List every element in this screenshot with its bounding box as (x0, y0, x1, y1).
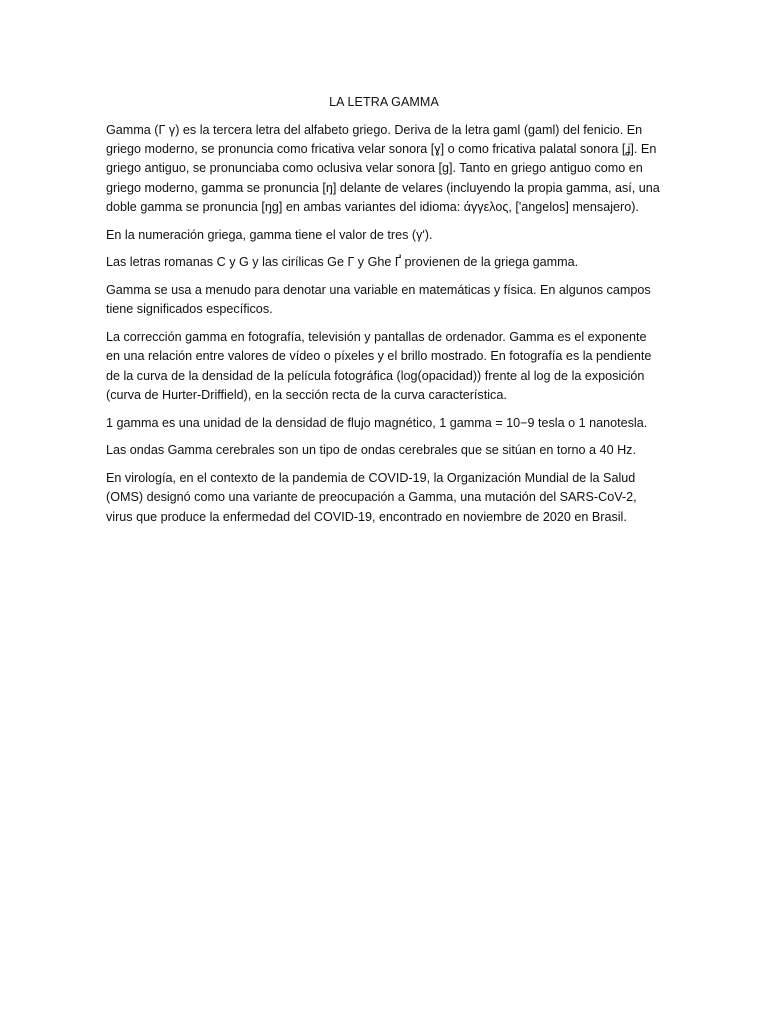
document-body (106, 121, 662, 535)
paragraph-gamma-intro: Gamma (Γ γ) es la tercera letra del alfabeto griego. Deriva de la letra gaml (gaml) del fenicio. En griego moderno, se pronuncia como fricativa velar sonora [ɣ] o como fricativa palatal sonora [ʝ]. En griego antiguo, se pronunciaba como oclusiva velar sonora [g]. Tanto en griego antiguo como en griego moderno, gamma se pronuncia [ŋ] delante de velares (incluyendo la propia gamma, así, una doble gamma se pronuncia [ŋg] en ambas variantes del idioma: άγγελος, ['angelos] mensajero). (106, 123, 660, 214)
paragraph-magnetic-unit: 1 gamma es una unidad de la densidad de flujo magnético, 1 gamma = 10−9 tesla o 1 nanotesla. (106, 415, 648, 430)
paragraph-variable-usage: Gamma se usa a menudo para denotar una variable en matemáticas y física. En algunos campos tiene significados específicos. (106, 283, 651, 317)
paragraph-brain-waves: Las ondas Gamma cerebrales son un tipo de ondas cerebrales que se sitúan en torno a 40 Hz. (106, 443, 636, 458)
paragraph-virology: En virología, en el contexto de la pandemia de COVID-19, la Organización Mundial de la Salud (OMS) designó como una variante de preocupación a Gamma, una mutación del SARS-CoV-2, virus que produce la enfermedad del COVID-19, encontrado en noviembre de 2020 en Brasil. (106, 471, 637, 524)
paragraph-derived-letters: Las letras romanas C y G y las cirílicas Ge Г y Ghe Ґ provienen de la griega gamma. (106, 255, 579, 270)
paragraph-numeration: En la numeración griega, gamma tiene el valor de tres (γʹ). (106, 227, 433, 242)
document-title: LA LETRA GAMMA (329, 95, 439, 109)
paragraph-gamma-correction: La corrección gamma en fotografía, televisión y pantallas de ordenador. Gamma es el exponente en una relación entre valores de vídeo o píxeles y el brillo mostrado. En fotografía es la pendiente de la curva de la densidad de la película fotográfica (log(opacidad)) frente al log de la exposición (curva de Hurter-Driffield), en la sección recta de la curva característica. (106, 330, 652, 402)
